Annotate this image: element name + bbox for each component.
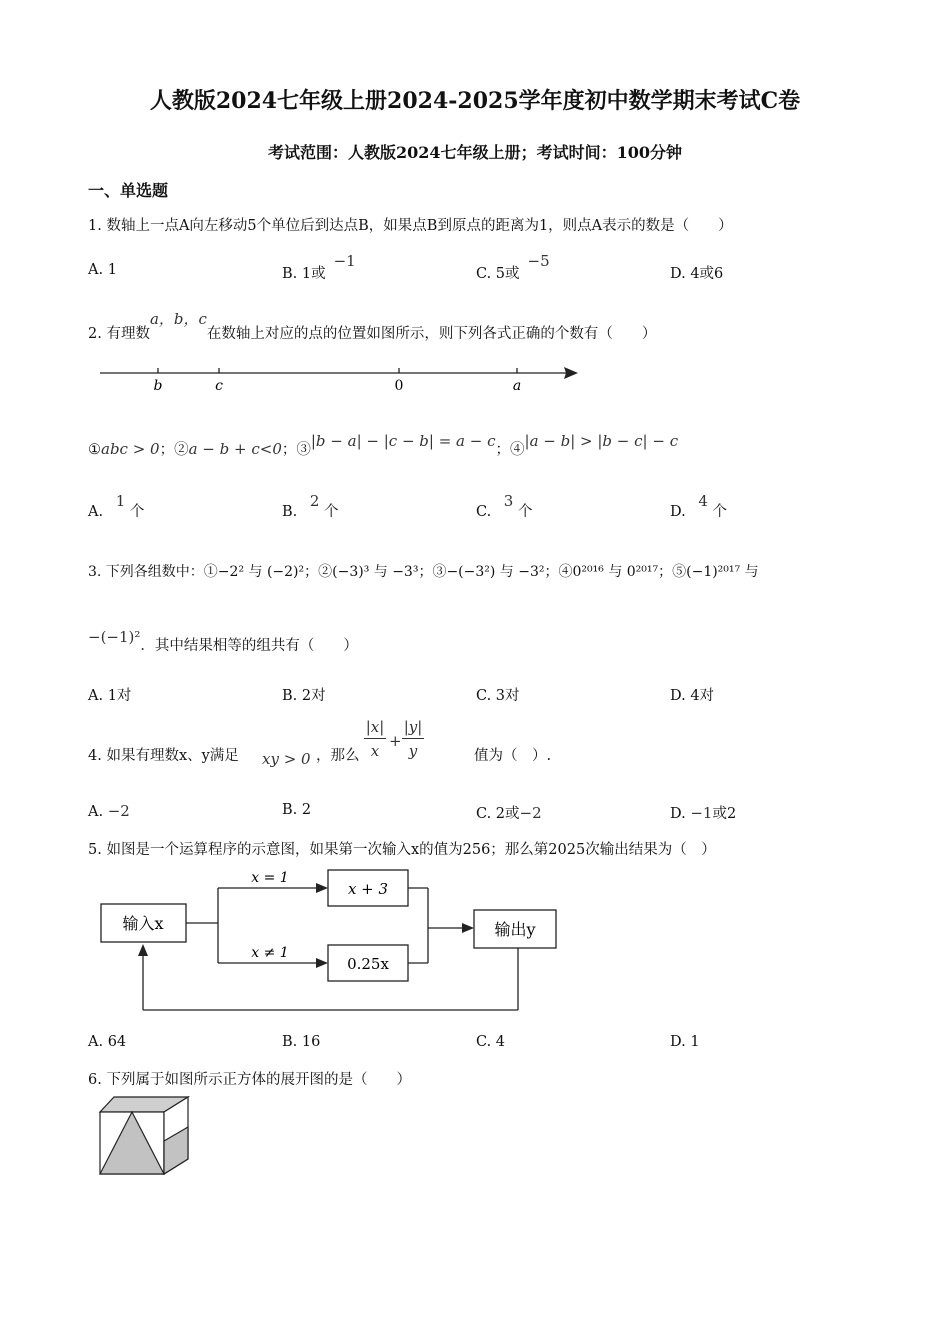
q4-mid: ，那么 [316,748,360,764]
q4-option-b: B. 2 [282,802,312,818]
q1-option-c-math: −5 [527,252,550,270]
q2-option-a-num: 1 [115,492,126,510]
q3-option-b: B. 2对 [282,688,326,704]
q2-stem [88,310,657,343]
flow-arrow-output [462,923,474,933]
q2-option-d-letter: D. [670,504,686,520]
flow-cond-neq: x ≠ 1 [251,945,289,961]
q4-option-c-label: C. 2或 [476,806,520,822]
flow-output-label: 输出y [494,920,536,939]
stmt2-math: a − b + c<0 [188,440,282,458]
q2-option-b-letter: B. [282,504,298,520]
q4-option-c-math: −2 [519,804,542,822]
flow-arrow-loop [138,944,148,956]
q1-option-b-math: −1 [333,252,356,270]
q2-option-b-unit: 个 [324,504,339,520]
flow-op2-label: 0.25x [347,955,389,973]
q4-frac2-den: y [408,742,418,760]
section-heading: 一、单选题 [88,181,169,200]
q4-option-d-label: D. [670,806,691,822]
label-a: a [512,378,522,394]
q2-vars: a，b，c [149,310,207,328]
q2-option-d [670,492,727,521]
q2-option-a-letter: A. [88,504,104,520]
q2-option-a-unit: 个 [129,504,145,520]
q2-option-c-num: 3 [503,492,514,510]
exam-subtitle: 考试范围：人教版2024七年级上册；考试时间：100分钟 [268,143,682,162]
q4-suffix: 值为（ ）. [474,748,552,764]
flow-arrow-top [316,883,328,893]
flow-input-label: 输入x [122,914,164,933]
q1-option-c [476,252,550,283]
q2-option-d-unit: 个 [712,504,727,520]
stmt-sep-3: ； [495,442,511,458]
q1-option-c-label: C. 5或 [476,266,520,282]
q4-condition: xy > 0 [262,750,311,768]
q2-option-c-unit: 个 [517,504,533,520]
q4-option-d-tail: 或2 [712,806,737,822]
q4-option-a-label: A. [88,804,108,820]
q5-option-a: A. 64 [88,1034,127,1050]
q4-frac2-num: |y| [402,716,424,739]
flow-arrow-bottom [316,958,328,968]
q2-option-d-num: 4 [698,492,708,510]
q4-prefix: 4. 如果有理数x、y满足 [88,748,239,764]
q2-statements [88,432,679,459]
q1-option-a: A. 1 [88,262,117,278]
q6-stem: 6. 下列属于如图所示正方体的展开图的是（ ） [88,1072,411,1088]
label-0: 0 [394,378,404,394]
q2-option-a [88,492,145,521]
q2-prefix: 2. 有理数 [88,326,150,342]
q3-option-a: A. 1对 [88,688,132,704]
q3-option-d: D. 4对 [670,688,715,704]
stmt3-num: ③ [296,442,311,458]
q3-line2-math: −(−1)² [88,628,141,646]
q5-option-c: C. 4 [476,1034,506,1050]
q3-stem-line1: 3. 下列各组数中：①−2² 与 (−2)²；②(−3)³ 与 −3³；③−(−3²) 与 −3²；④0²⁰¹⁶ 与 0²⁰¹⁷；⑤(−1)²⁰¹⁷ 与 [88,564,759,580]
q1-stem: 1. 数轴上一点A向左移动5个单位后到达点B，如果点B到原点的距离为1，则点A表示的数是（ ） [88,218,733,234]
label-b: b [153,378,163,394]
stmt-sep-2: ； [281,442,297,458]
q4-frac1-num: |x| [364,716,386,739]
flow-op1-label: x + 3 [347,880,389,898]
number-line-arrow [564,367,578,379]
stmt1-math: abc > 0 [101,440,160,458]
q4-option-d [670,802,736,823]
q2-suffix: 在数轴上对应的点的位置如图所示，则下列各式正确的个数有（ ） [206,326,657,342]
q2-option-c [476,492,533,521]
q2-number-line [96,360,586,396]
q2-option-c-letter: C. [476,504,492,520]
q6-cube-figure [96,1094,196,1180]
q3-stem-line2 [88,628,358,655]
q3-line2-text: ．其中结果相等的组共有（ ） [140,638,358,654]
q3-option-c: C. 3对 [476,688,520,704]
q5-option-b: B. 16 [282,1034,321,1050]
q1-option-b-label: B. 1或 [282,266,326,282]
stmt4-math: |a − b| > |b − c| − c [524,432,679,450]
q4-frac1-den: x [370,742,380,760]
q2-option-b [282,492,339,521]
q4-option-a-math: −2 [107,802,130,820]
stmt2-num: ② [174,442,189,458]
q4-option-a [88,802,130,820]
label-c: c [215,378,223,394]
stmt3-math: |b − a| − |c − b| = a − c [310,432,496,450]
q4-plus: + [389,732,402,750]
stmt-sep-1: ； [159,442,175,458]
q4-fraction-2 [402,716,424,763]
stmt1-num: ① [88,442,101,458]
q2-option-b-num: 2 [309,492,320,510]
q5-option-d: D. 1 [670,1034,700,1050]
q4-fraction-1 [364,716,386,763]
flow-cond-eq: x = 1 [251,870,289,886]
exam-title: 人教版2024七年级上册2024-2025学年度初中数学期末考试C卷 [149,88,801,114]
q5-stem: 5. 如图是一个运算程序的示意图，如果第一次输入x的值为256；那么第2025次输出结果为（ ） [88,842,716,858]
q5-flowchart [96,866,566,1016]
q1-option-d: D. 4或6 [670,266,724,282]
q1-option-b [282,252,356,283]
q4-option-d-math: −1 [690,804,713,822]
stmt4-num: ④ [510,442,525,458]
q4-option-c [476,802,542,823]
